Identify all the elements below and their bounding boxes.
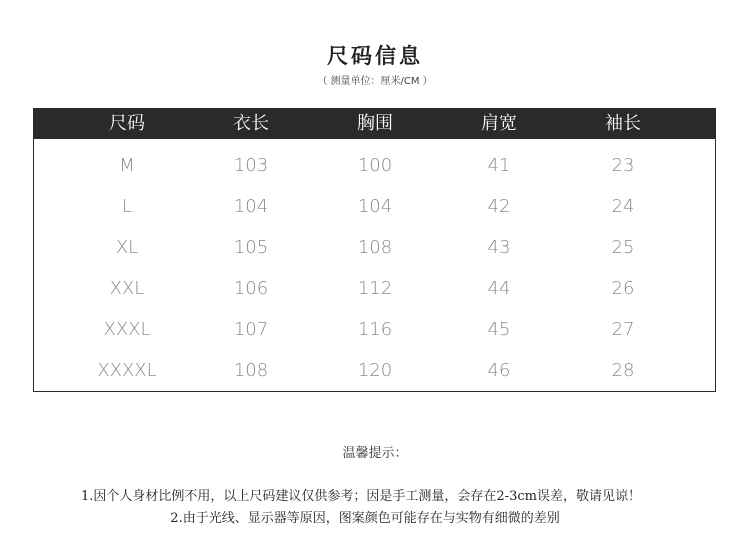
page-title: 尺码信息 (327, 44, 423, 68)
tip-note-1: 1.因个人身材比例不用，以上尺码建议仅供参考；因是手工测量，会存在2-3cm误差，敬请见谅！ (81, 489, 641, 504)
column-header-length: 衣长 (233, 113, 269, 134)
cell-length: 105 (233, 237, 269, 258)
cell-chest: 112 (357, 278, 393, 299)
cell-chest: 116 (357, 319, 393, 340)
cell-shoulder: 41 (487, 155, 511, 176)
cell-chest: 120 (357, 360, 393, 381)
cell-size: XL (115, 237, 139, 258)
cell-shoulder: 42 (487, 196, 511, 217)
cell-shoulder: 44 (487, 278, 511, 299)
table-row (34, 186, 715, 227)
cell-chest: 104 (357, 196, 393, 217)
cell-size: XXL (109, 278, 145, 299)
cell-size: L (121, 196, 133, 217)
cell-sleeve: 27 (611, 319, 635, 340)
column-header-chest: 胸围 (357, 113, 393, 134)
cell-length: 103 (233, 155, 269, 176)
cell-length: 108 (233, 360, 269, 381)
measurement-unit-note: （ 测量单位：厘米/CM ） (317, 76, 433, 87)
cell-sleeve: 24 (611, 196, 635, 217)
cell-shoulder: 43 (487, 237, 511, 258)
table-row (34, 227, 715, 268)
cell-sleeve: 26 (611, 278, 635, 299)
cell-chest: 100 (357, 155, 393, 176)
size-chart-table (33, 108, 716, 392)
column-header-size: 尺码 (109, 113, 145, 134)
cell-size: XXXXL (97, 360, 157, 381)
table-header-row (34, 109, 715, 139)
cell-size: M (119, 155, 135, 176)
cell-shoulder: 46 (487, 360, 511, 381)
tips-heading: 温馨提示： (342, 446, 408, 461)
cell-length: 107 (233, 319, 269, 340)
cell-length: 104 (233, 196, 269, 217)
tip-note-2: 2.由于光线、显示器等原因，图案颜色可能存在与实物有细微的差别 (170, 511, 560, 526)
table-row (34, 145, 715, 186)
cell-size: XXXL (103, 319, 151, 340)
cell-shoulder: 45 (487, 319, 511, 340)
cell-sleeve: 25 (611, 237, 635, 258)
cell-chest: 108 (357, 237, 393, 258)
table-row (34, 309, 715, 350)
cell-sleeve: 28 (611, 360, 635, 381)
cell-sleeve: 23 (611, 155, 635, 176)
table-row (34, 350, 715, 391)
cell-length: 106 (233, 278, 269, 299)
table-body (34, 139, 715, 391)
column-header-shoulder: 肩宽 (481, 113, 517, 134)
table-row (34, 268, 715, 309)
column-header-sleeve: 袖长 (605, 113, 641, 134)
